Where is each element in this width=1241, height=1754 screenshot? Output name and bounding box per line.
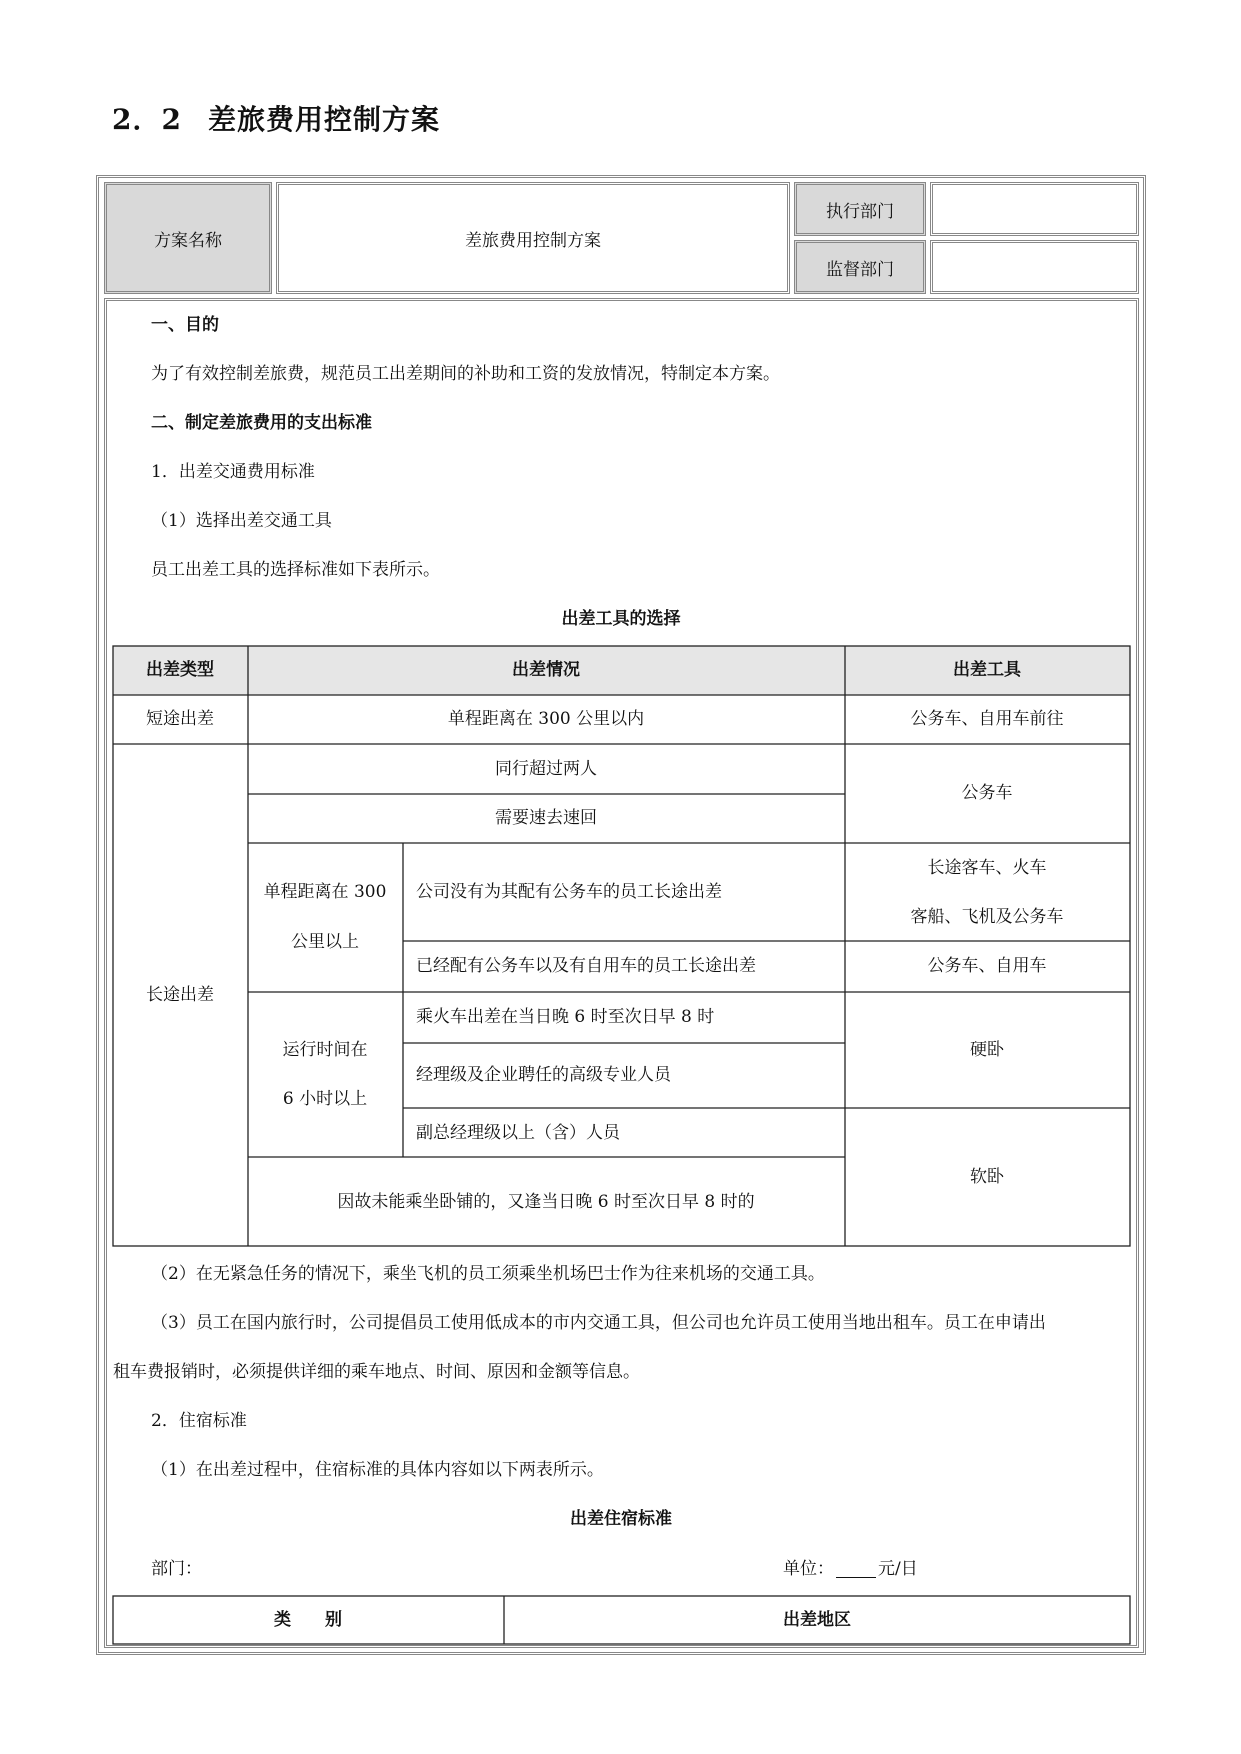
- table1-intro: 员工出差工具的选择标准如下表所示。: [151, 560, 440, 580]
- vehicle-soft-sleeper: 软卧: [970, 1167, 1004, 1187]
- run-time-line2: 6 小时以上: [282, 1089, 368, 1109]
- long-trip-type: 长途出差: [146, 985, 214, 1005]
- subheading-lodging: 2．住宿标准: [151, 1411, 247, 1431]
- table1-caption: 出差工具的选择: [561, 609, 681, 629]
- short-trip-type: 短途出差: [146, 709, 214, 729]
- subheading-choose-vehicle: （1）选择出差交通工具: [151, 511, 332, 531]
- cond-manager-level: 经理级及企业聘任的高级专业人员: [416, 1065, 671, 1085]
- cond-night-train: 乘火车出差在当日晚 6 时至次日早 8 时: [416, 1007, 715, 1027]
- vehicle-long-line1: 长途客车、火车: [927, 858, 1047, 878]
- plan-name-label: 方案名称: [104, 182, 272, 294]
- vehicle-hard-sleeper: 硬卧: [970, 1040, 1004, 1060]
- unit-suffix: 元/日: [878, 1559, 918, 1579]
- cond-no-sleeper: 因故未能乘坐卧铺的，又逢当日晚 6 时至次日早 8 时的: [337, 1192, 755, 1212]
- section-number: 2．2: [112, 103, 182, 136]
- lodging-intro: （1）在出差过程中，住宿标准的具体内容如以下两表所示。: [151, 1460, 604, 1480]
- heading-purpose: 一、目的: [151, 315, 219, 335]
- cond-over-two: 同行超过两人: [495, 759, 597, 779]
- purpose-text: 为了有效控制差旅费，规范员工出差期间的补助和工资的发放情况，特制定本方案。: [151, 364, 780, 384]
- col-header-vehicle: 出差工具: [953, 660, 1021, 680]
- vehicle-official-private: 公务车、自用车: [927, 956, 1047, 976]
- heading-standards: 二、制定差旅费用的支出标准: [151, 413, 372, 433]
- taxi-text-line1: （3）员工在国内旅行时，公司提倡员工使用低成本的市内交通工具，但公司也允许员工使用当地出租车。员工在申请出: [151, 1313, 1046, 1333]
- taxi-text-line2: 租车费报销时，必须提供详细的乘车地点、时间、原因和金额等信息。: [113, 1362, 640, 1382]
- col-header-condition: 出差情况: [512, 660, 580, 680]
- vehicle-long-line2: 客船、飞机及公务车: [910, 907, 1064, 927]
- lodging-col-region: 出差地区: [783, 1610, 851, 1630]
- short-trip-condition: 单程距离在 300 公里以内: [447, 709, 645, 729]
- lodging-col-category: 类 别: [274, 1610, 342, 1630]
- short-trip-vehicle: 公务车、自用车前往: [910, 709, 1064, 729]
- table2-caption: 出差住宿标准: [570, 1509, 672, 1529]
- cond-has-car: 已经配有公务车以及有自用车的员工长途出差: [416, 956, 756, 976]
- distance-over-300-line2: 公里以上: [291, 932, 359, 952]
- supervise-dept-label: 监督部门: [794, 240, 926, 294]
- vehicle-official-car: 公务车: [961, 783, 1013, 803]
- unit-label-text: 单位：: [783, 1559, 834, 1579]
- airport-bus-text: （2）在无紧急任务的情况下，乘坐飞机的员工须乘坐机场巴士作为往来机场的交通工具。: [151, 1264, 825, 1284]
- dept-label: 部门：: [151, 1559, 202, 1579]
- col-header-type: 出差类型: [146, 660, 214, 680]
- subheading-transport: 1．出差交通费用标准: [151, 462, 315, 482]
- cond-no-company-car: 公司没有为其配有公务车的员工长途出差: [416, 882, 722, 902]
- cond-vp-level: 副总经理级以上（含）人员: [416, 1123, 620, 1143]
- exec-dept-label: 执行部门: [794, 182, 926, 236]
- run-time-line1: 运行时间在: [282, 1040, 368, 1060]
- plan-name-value: 差旅费用控制方案: [276, 182, 790, 294]
- cond-quick-return: 需要速去速回: [495, 808, 597, 828]
- distance-over-300-line1: 单程距离在 300: [263, 882, 387, 902]
- section-title: 差旅费用控制方案: [207, 103, 440, 136]
